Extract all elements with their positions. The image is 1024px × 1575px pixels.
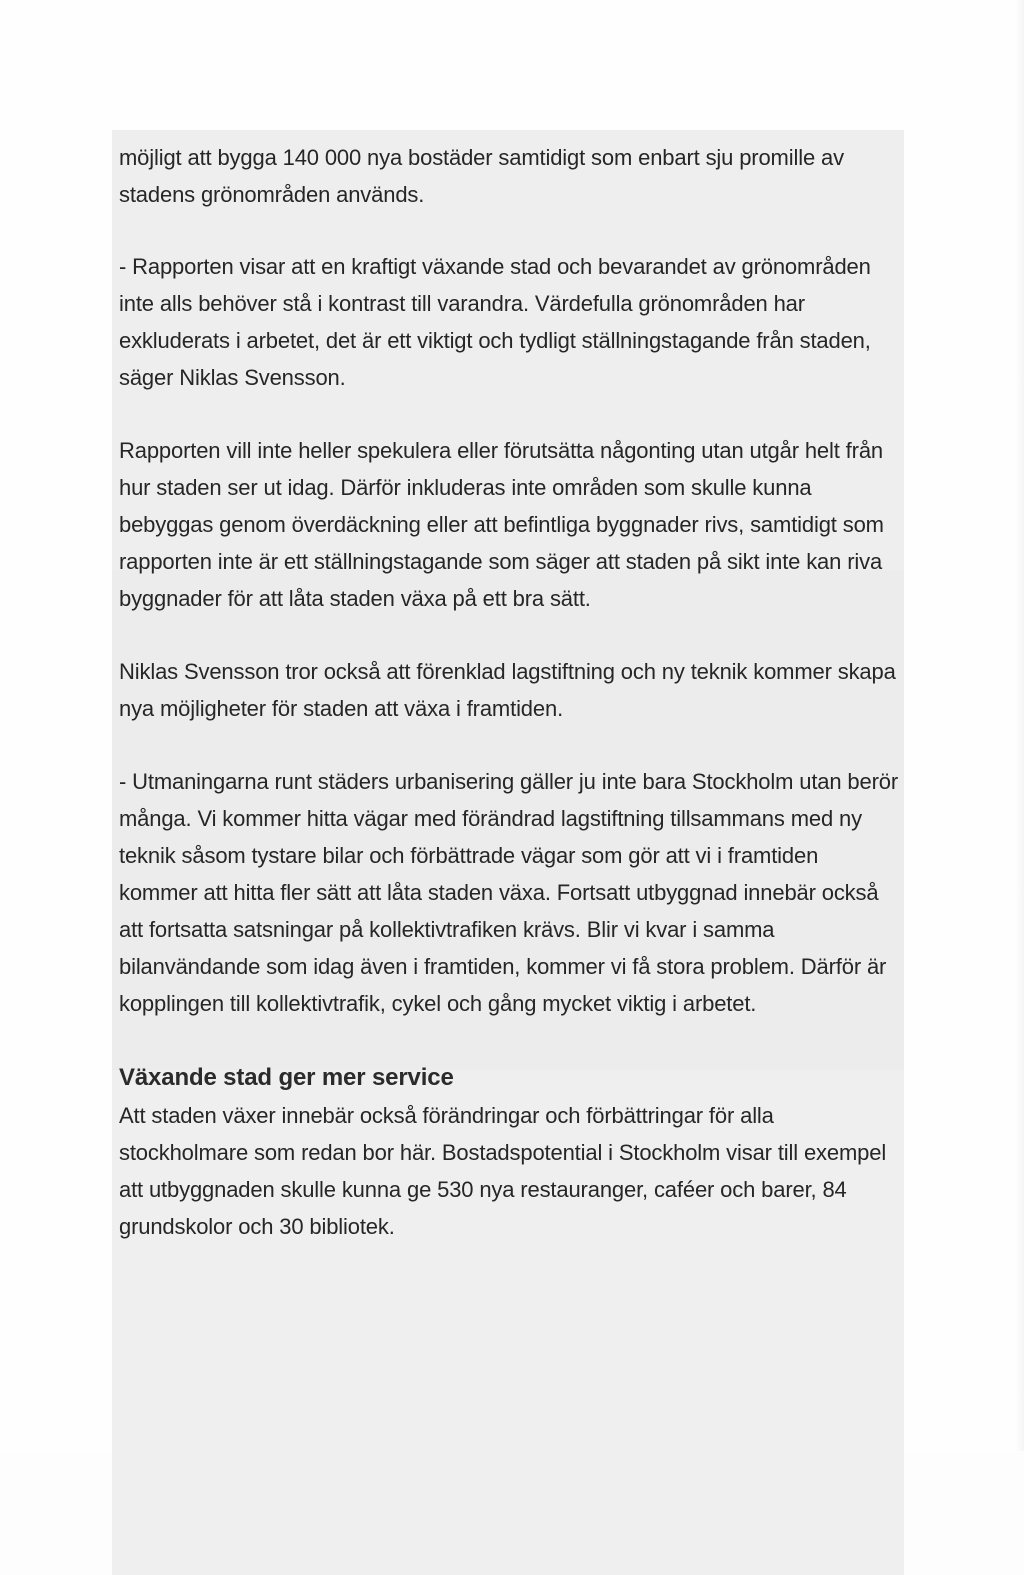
section-heading: Växande stad ger mer service — [119, 1064, 454, 1091]
paragraph-quote-rapporten: - Rapporten visar att en kraftigt växande stad och bevarandet av grönområden inte alls behöver stå i kontrast till varandra. Värdefulla grönområden har exkluderats i arbetet, det är ett viktigt och tydligt ställningstagande från staden, säger Niklas Svensson. — [119, 254, 871, 390]
document-body — [119, 139, 899, 1281]
page-edge-shadow — [1016, 0, 1024, 1451]
paragraph-closing: Att staden växer innebär också förändringar och förbättringar för alla stockholmare som redan bor här. Bostadspotential i Stockholm visar till exempel att utbyggnaden skulle kunna ge 530 nya restauranger, caféer och barer, 84 grundskolor och 30 bibliotek. — [119, 1103, 887, 1239]
paragraph-intro-continuation: möjligt att bygga 140 000 nya bostäder samtidigt som enbart sju promille av stadens grönområden används. — [119, 145, 844, 207]
paragraph-quote-challenges: - Utmaningarna runt städers urbanisering gäller ju inte bara Stockholm utan berör många. Vi kommer hitta vägar med förändrad lagstiftning tillsammans med ny teknik såsom tystare bilar och förbättrade vägar som gör att vi i framtiden kommer att hitta fler sätt att låta staden växa. Fortsatt utbyggnad innebär också att fortsatta satsningar på kollektivtrafiken krävs. Blir vi kvar i samma bilanvändande som idag även i framtiden, kommer vi få stora problem. Därför är kopplingen till kollektivtrafik, cykel och gång mycket viktig i arbetet. — [119, 769, 899, 1016]
paragraph-legislation: Niklas Svensson tror också att förenklad lagstiftning och ny teknik kommer skapa nya möjligheter för staden att växa i framtiden. — [119, 659, 896, 721]
paragraph-speculation: Rapporten vill inte heller spekulera eller förutsätta någonting utan utgår helt från hur staden ser ut idag. Därför inkluderas inte områden som skulle kunna bebyggas genom överdäckning eller att befintliga byggnader rivs, samtidigt som rapporten inte är ett ställningstagande som säger att staden på sikt inte kan riva byggnader för att låta staden växa på ett bra sätt. — [119, 438, 884, 611]
